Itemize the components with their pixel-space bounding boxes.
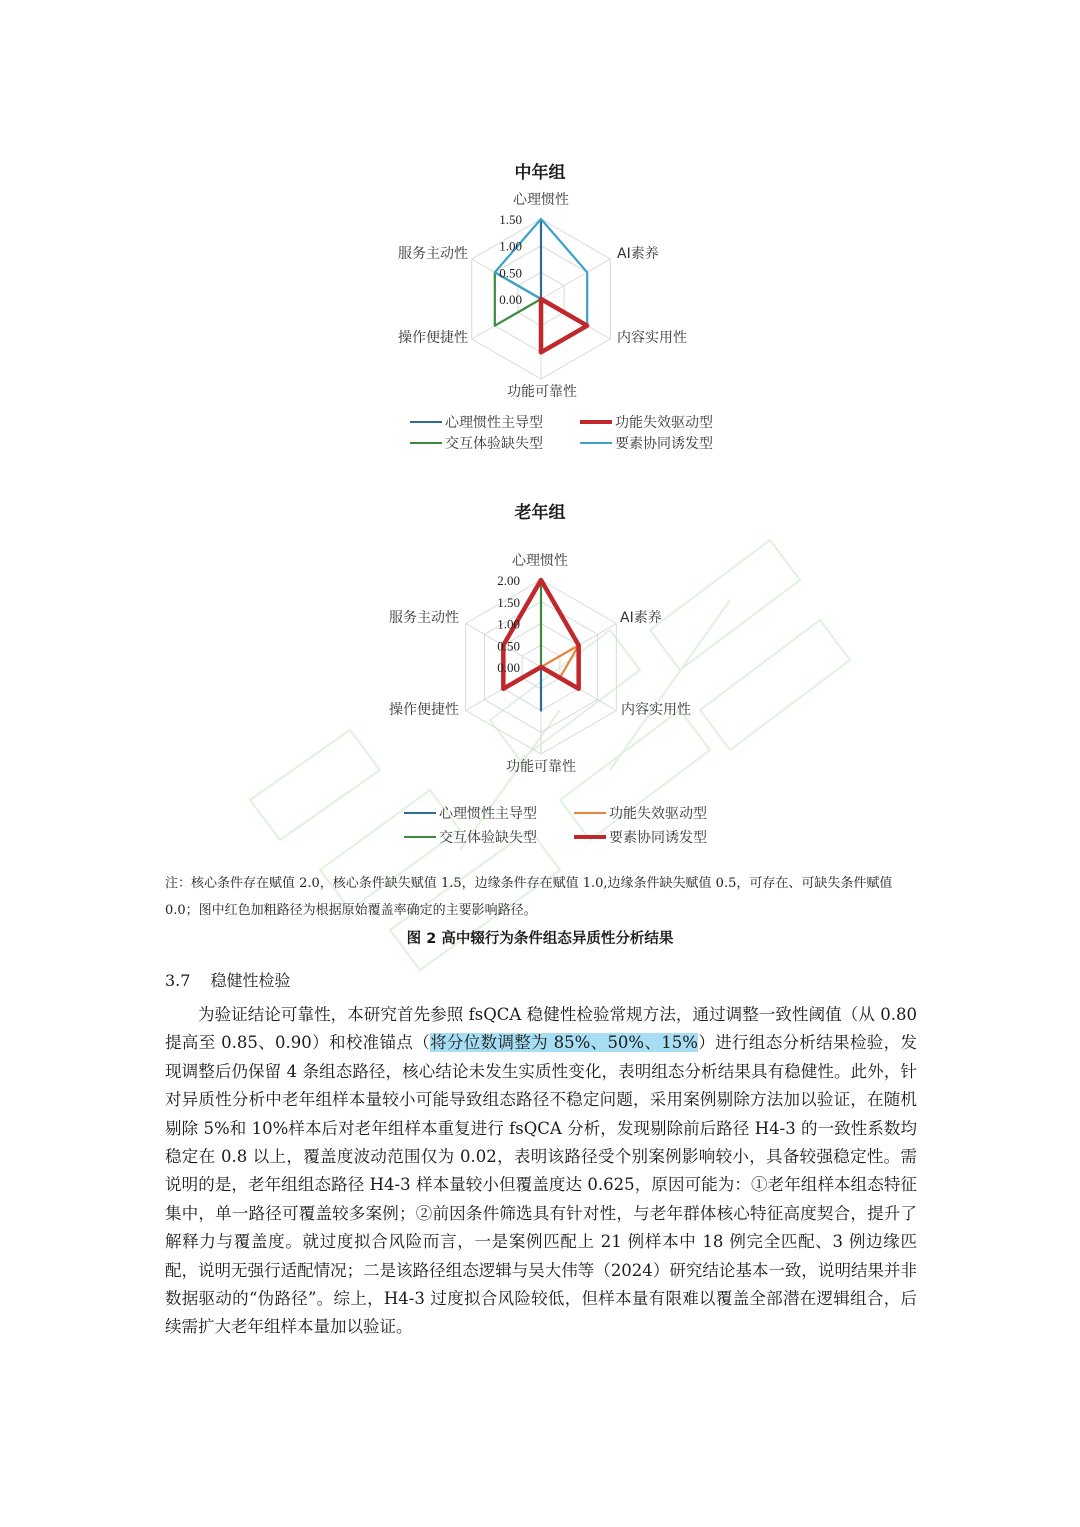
axis-label: 心理惯性 (512, 553, 568, 569)
figure-caption: 图 2 高中辍行为条件组态异质性分析结果 (406, 931, 674, 947)
section-heading (165, 968, 290, 991)
tick-label: 0.00 (497, 660, 520, 675)
axis-label: 心理惯性 (513, 192, 569, 208)
legend-label: 要素协同诱发型 (615, 436, 713, 452)
legend-label: 心理惯性主导型 (445, 415, 543, 431)
legend-item (404, 827, 537, 847)
axis-label: 操作便捷性 (389, 702, 459, 718)
legend-label: 交互体验缺失型 (439, 830, 537, 846)
tick-label: 0.50 (497, 638, 520, 654)
chart-title-elderly: 老年组 (514, 503, 566, 523)
tick-label: 2.00 (497, 573, 520, 588)
axis-label: AI素养 (617, 246, 659, 262)
axis-label: AI素养 (620, 610, 662, 626)
section-title: 稳健性检验 (210, 971, 291, 990)
highlighted-text: 将分位数调整为 85%、50%、15% (430, 1033, 698, 1053)
legend-item (404, 803, 537, 823)
axis-label: 功能可靠性 (507, 384, 577, 400)
legend-item (574, 803, 707, 823)
paragraph-text: ）进行组态分析结果检验，发现调整后仍保留 4 条组态路径，核心结论未发生实质性变化，表明组态分析结果具有稳健性。此外，针对异质性分析中老年组样本量较小可能导致组态路径不稳定问题，采用案例剔除方法加以验证，在随机剔除 5%和 10%样本后对老年组样本重复进行 fsQCA 分析，发现剔除前后路径 H4-3 的一致性系数均稳定在 0.8 以上，覆盖度波动范围仅为 0.02，表明该路径受个别案例影响较小，具备较强稳定性。需说明的是，老年组组态路径 H4-3 样本量较小但覆盖度达 0.625，原因可能为：①老年组样本组态特征集中，单一路径可覆盖较多案例；②前因条件筛选具有针对性，与老年群体核心特征高度契合，提升了解释力与覆盖度。就过度拟合风险而言，一是案例匹配上 21 例样本中 18 例完全匹配、3 例边缘匹配，说明无强行适配情况；二是该路径组态逻辑与吴大伟等（2024）研究结论基本一致，说明结果并非数据驱动的“伪路径”。综上，H4-3 过度拟合风险较低，但样本量有限难以覆盖全部潜在逻辑组合，后续需扩大老年组样本量加以验证。 (165, 1033, 917, 1337)
legend-swatch (404, 812, 436, 814)
legend-swatch (574, 812, 606, 814)
paragraph-text: 为验证结论可靠性，本研究首先参照 fsQCA 稳健性检验常规方法，通过调整一致性阈值（从 0.80 提高至 0.85、0.90）和校准锚点（ (165, 1005, 917, 1053)
body-paragraph (165, 1001, 917, 1342)
tick-label: 1.00 (497, 616, 520, 632)
axis-label: 内容实用性 (617, 330, 687, 346)
section-number: 3.7 (165, 971, 191, 990)
figure-note: 注：核心条件存在赋值 2.0，核心条件缺失赋值 1.5，边缘条件存在赋值 1.0,边缘条件缺失赋值 0.5，可存在、可缺失条件赋值 0.0；图中红色加粗路径为根据原始覆盖率确定的主要影响路径。 (165, 876, 893, 918)
axis-label: 内容实用性 (621, 702, 691, 718)
tick-label: 1.00 (499, 238, 522, 254)
axis-label: 操作便捷性 (398, 330, 468, 346)
tick-label: 0.50 (499, 265, 522, 281)
axis-label: 功能可靠性 (506, 759, 576, 775)
chart-title-middle-aged: 中年组 (514, 163, 566, 183)
axis-label: 服务主动性 (389, 610, 459, 626)
tick-label: 0.00 (499, 292, 522, 307)
tick-label: 1.50 (499, 212, 522, 227)
legend-label: 交互体验缺失型 (445, 436, 543, 452)
axis-label: 服务主动性 (398, 246, 468, 262)
legend-label: 要素协同诱发型 (609, 830, 707, 846)
tick-label: 1.50 (497, 594, 520, 610)
legend-item (574, 827, 707, 847)
legend-swatch (574, 835, 606, 839)
legend-label: 心理惯性主导型 (439, 806, 537, 822)
legend-swatch (404, 836, 436, 838)
legend-elderly (404, 803, 744, 849)
legend-label: 功能失效驱动型 (609, 806, 707, 822)
legend-label: 功能失效驱动型 (615, 415, 713, 431)
